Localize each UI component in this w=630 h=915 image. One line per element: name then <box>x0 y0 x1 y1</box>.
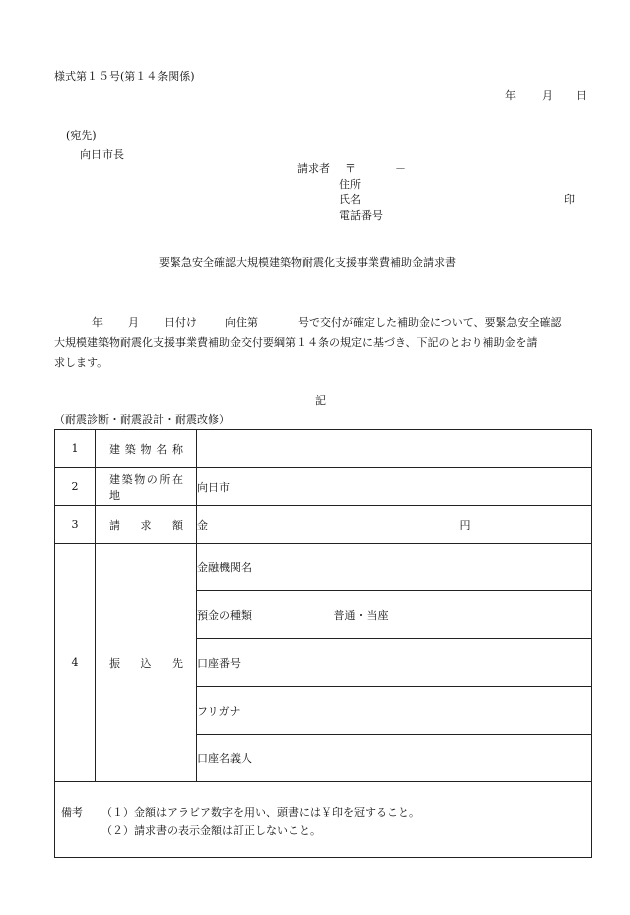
seal-label: 印 <box>564 193 575 206</box>
furigana-field[interactable] <box>197 687 592 735</box>
body-issue-prefix: 向住第 <box>225 316 258 329</box>
claim-amount-field[interactable] <box>197 506 592 544</box>
form-number: 様式第１５号(第１４条関係) <box>54 70 195 83</box>
table-row-claim-amount <box>55 506 592 544</box>
row-label-building-name: 建築物名称 <box>96 430 197 468</box>
note-2: （２）請求書の表示金額は訂正しないこと。 <box>101 824 321 837</box>
addressee-name: 向日市長 <box>80 148 124 161</box>
phone-label: 電話番号 <box>339 209 383 222</box>
address-label: 住所 <box>339 178 361 191</box>
row-number: 2 <box>55 468 96 506</box>
row-number: 4 <box>55 544 96 782</box>
date-year-label: 年 <box>505 89 516 102</box>
account-number-field[interactable] <box>197 639 592 687</box>
deposit-type-options[interactable]: 普通・当座 <box>333 608 389 622</box>
amount-prefix: 金 <box>197 518 208 532</box>
postal-mark: 〒 <box>345 162 356 175</box>
building-location-field[interactable] <box>197 468 592 506</box>
postal-dash: － <box>395 162 406 175</box>
notes-cell <box>55 782 592 858</box>
table-row-building-name <box>55 430 592 468</box>
date-day-label: 日 <box>576 89 587 102</box>
deposit-type-label: 預金の種類 <box>197 608 252 622</box>
amount-unit: 円 <box>459 518 471 532</box>
body-day-suffix: 日付け <box>164 316 197 329</box>
account-number-label: 口座番号 <box>197 656 241 670</box>
row-label-transfer-destination: 振込先 <box>96 544 197 782</box>
account-holder-field[interactable] <box>197 735 592 782</box>
row-number: 1 <box>55 430 96 468</box>
body-line3: 求します。 <box>54 356 109 369</box>
body-line2: 大規模建築物耐震化支援事業費補助金交付要綱第１４条の規定に基づき、下記のとおり補助金を請 <box>54 336 538 349</box>
ki-label: 記 <box>315 394 326 407</box>
note-1: （１）金額はアラビア数字を用い、頭書には￥印を冠すること。 <box>101 806 420 819</box>
account-holder-label: 口座名義人 <box>197 752 252 765</box>
deposit-type-field[interactable] <box>197 591 592 639</box>
body-line1-rest: 号で交付が確定した補助金について、要緊急安全確認 <box>298 316 562 329</box>
name-label: 氏名 <box>339 193 361 206</box>
claimant-label: 請求者 <box>297 162 330 175</box>
bank-name-field[interactable] <box>197 544 592 591</box>
row-number: 3 <box>55 506 96 544</box>
body-year: 年 <box>92 316 103 329</box>
addressee-prefix: (宛先) <box>66 129 97 142</box>
notes-label: 備考 <box>61 806 83 819</box>
row-label-claim-amount: 請求額 <box>96 506 197 544</box>
location-prefix: 向日市 <box>197 480 230 494</box>
row-label-building-location: 建築物の所在地 <box>96 468 197 506</box>
table-row-building-location <box>55 468 592 506</box>
furigana-label: フリガナ <box>197 704 241 718</box>
date-month-label: 月 <box>542 89 553 102</box>
scope-label: （耐震診断・耐震設計・耐震改修） <box>54 413 230 426</box>
document-title: 要緊急安全確認大規模建築物耐震化支援事業費補助金請求書 <box>159 256 456 269</box>
body-month: 月 <box>128 316 139 329</box>
table-row-bank-name <box>55 544 592 591</box>
bank-name-label: 金融機関名 <box>197 561 252 574</box>
building-name-field[interactable] <box>197 430 592 468</box>
claim-form-table <box>54 429 592 858</box>
table-row-notes <box>55 782 592 858</box>
